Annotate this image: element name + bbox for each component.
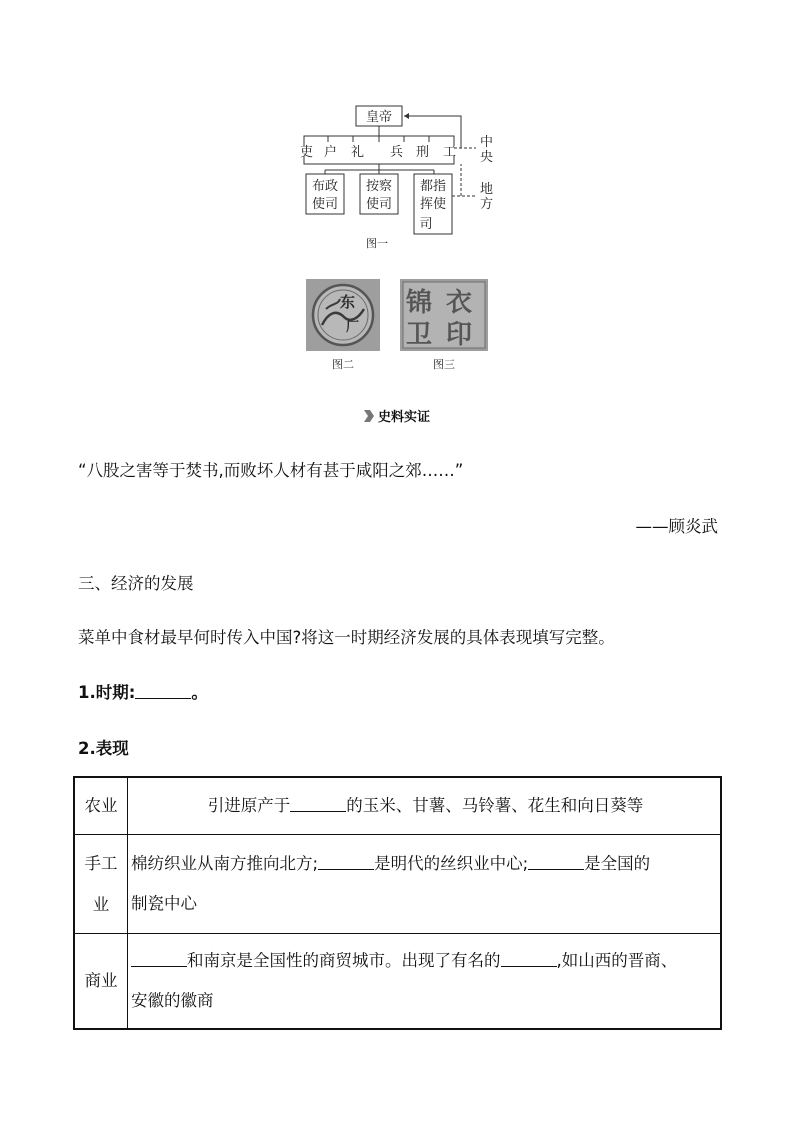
instruction-paragraph: 菜单中食材最早何时传入中国?将这一时期经济发展的具体表现填写完整。 [78, 628, 615, 647]
period-question [78, 679, 208, 703]
quote-author: ——顾炎武 [635, 517, 718, 536]
section-heading: 三、经济的发展 [78, 574, 194, 593]
ministry-revenue: 户 [324, 145, 338, 160]
chevron-tag-icon [364, 410, 374, 422]
merchant-group-blank[interactable] [501, 952, 557, 967]
office-3-line-3: 司 [419, 217, 433, 232]
trade-city-blank[interactable] [131, 952, 187, 967]
seal-image-jinyiwei [400, 279, 488, 351]
row-label-handicraft: 手工 业 [74, 835, 128, 934]
emperor-text: 皇帝 [365, 110, 393, 125]
return-arrow-line [404, 116, 461, 148]
seal3-glyph-4: 印 [446, 320, 473, 350]
central-label-1: 中 [480, 135, 494, 150]
seal3-glyph-3: 卫 [406, 320, 433, 350]
agriculture-blank[interactable] [290, 797, 346, 812]
seal-image-dongchang [306, 279, 380, 351]
ministry-rites: 礼 [351, 145, 365, 160]
period-label: 1.时期: [78, 683, 136, 702]
ministry-justice: 刑 [416, 145, 430, 160]
manifestation-heading: 2.表现 [78, 739, 129, 758]
office-2-line-1: 按察 [365, 179, 393, 194]
ministry-war: 兵 [390, 145, 404, 160]
seal3-glyph-2: 衣 [446, 288, 473, 318]
section-label-text: 史料实证 [377, 410, 430, 425]
office-1-line-2: 使司 [311, 197, 339, 212]
local-label-2: 方 [480, 197, 494, 212]
diagram-svg [296, 104, 496, 254]
section-label [0, 406, 794, 425]
historical-quote: “八股之害等于焚书,而败坏人材有甚于咸阳之郊……” [78, 461, 464, 480]
ministry-personnel: 吏 [300, 145, 314, 160]
period-blank[interactable] [135, 684, 191, 699]
table-row [74, 835, 721, 934]
seal2-glyph-1: 东 [340, 293, 356, 311]
office-3-line-2: 挥使 [419, 197, 447, 212]
period-suffix: 。 [191, 683, 208, 702]
ministry-works: 工 [443, 145, 457, 160]
table-row [74, 934, 721, 1030]
figure-2-caption: 图二 [332, 358, 354, 371]
figure-3-caption: 图三 [433, 358, 455, 371]
table-row [74, 777, 721, 835]
local-label-1: 地 [480, 182, 494, 197]
economy-table [73, 776, 722, 1030]
commerce-cell: 和南京是全国性的商贸城市。出现了有名的 ,如山西的晋商、 安徽的徽商 [128, 934, 722, 1030]
silk-center-blank[interactable] [318, 855, 374, 870]
seal3-glyph-1: 锦 [406, 288, 433, 318]
seal2-glyph-2: 厂 [346, 320, 360, 335]
figure-1-caption: 图一 [366, 237, 388, 250]
office-1-line-1: 布政 [311, 179, 339, 194]
office-3-line-1: 都指 [419, 179, 447, 194]
central-label-2: 央 [480, 150, 494, 165]
arrow-head-icon [404, 113, 409, 119]
office-2-line-2: 使司 [365, 197, 393, 212]
agriculture-cell: 引进原产于 的玉米、甘薯、马铃薯、花生和向日葵等 [128, 777, 722, 835]
handicraft-cell: 棉纺织业从南方推向北方; 是明代的丝织业中心; 是全国的 制瓷中心 [128, 835, 722, 934]
row-label-agriculture: 农业 [74, 777, 128, 835]
porcelain-center-blank[interactable] [528, 855, 584, 870]
government-structure-diagram [296, 104, 496, 254]
row-label-commerce: 商业 [74, 934, 128, 1030]
